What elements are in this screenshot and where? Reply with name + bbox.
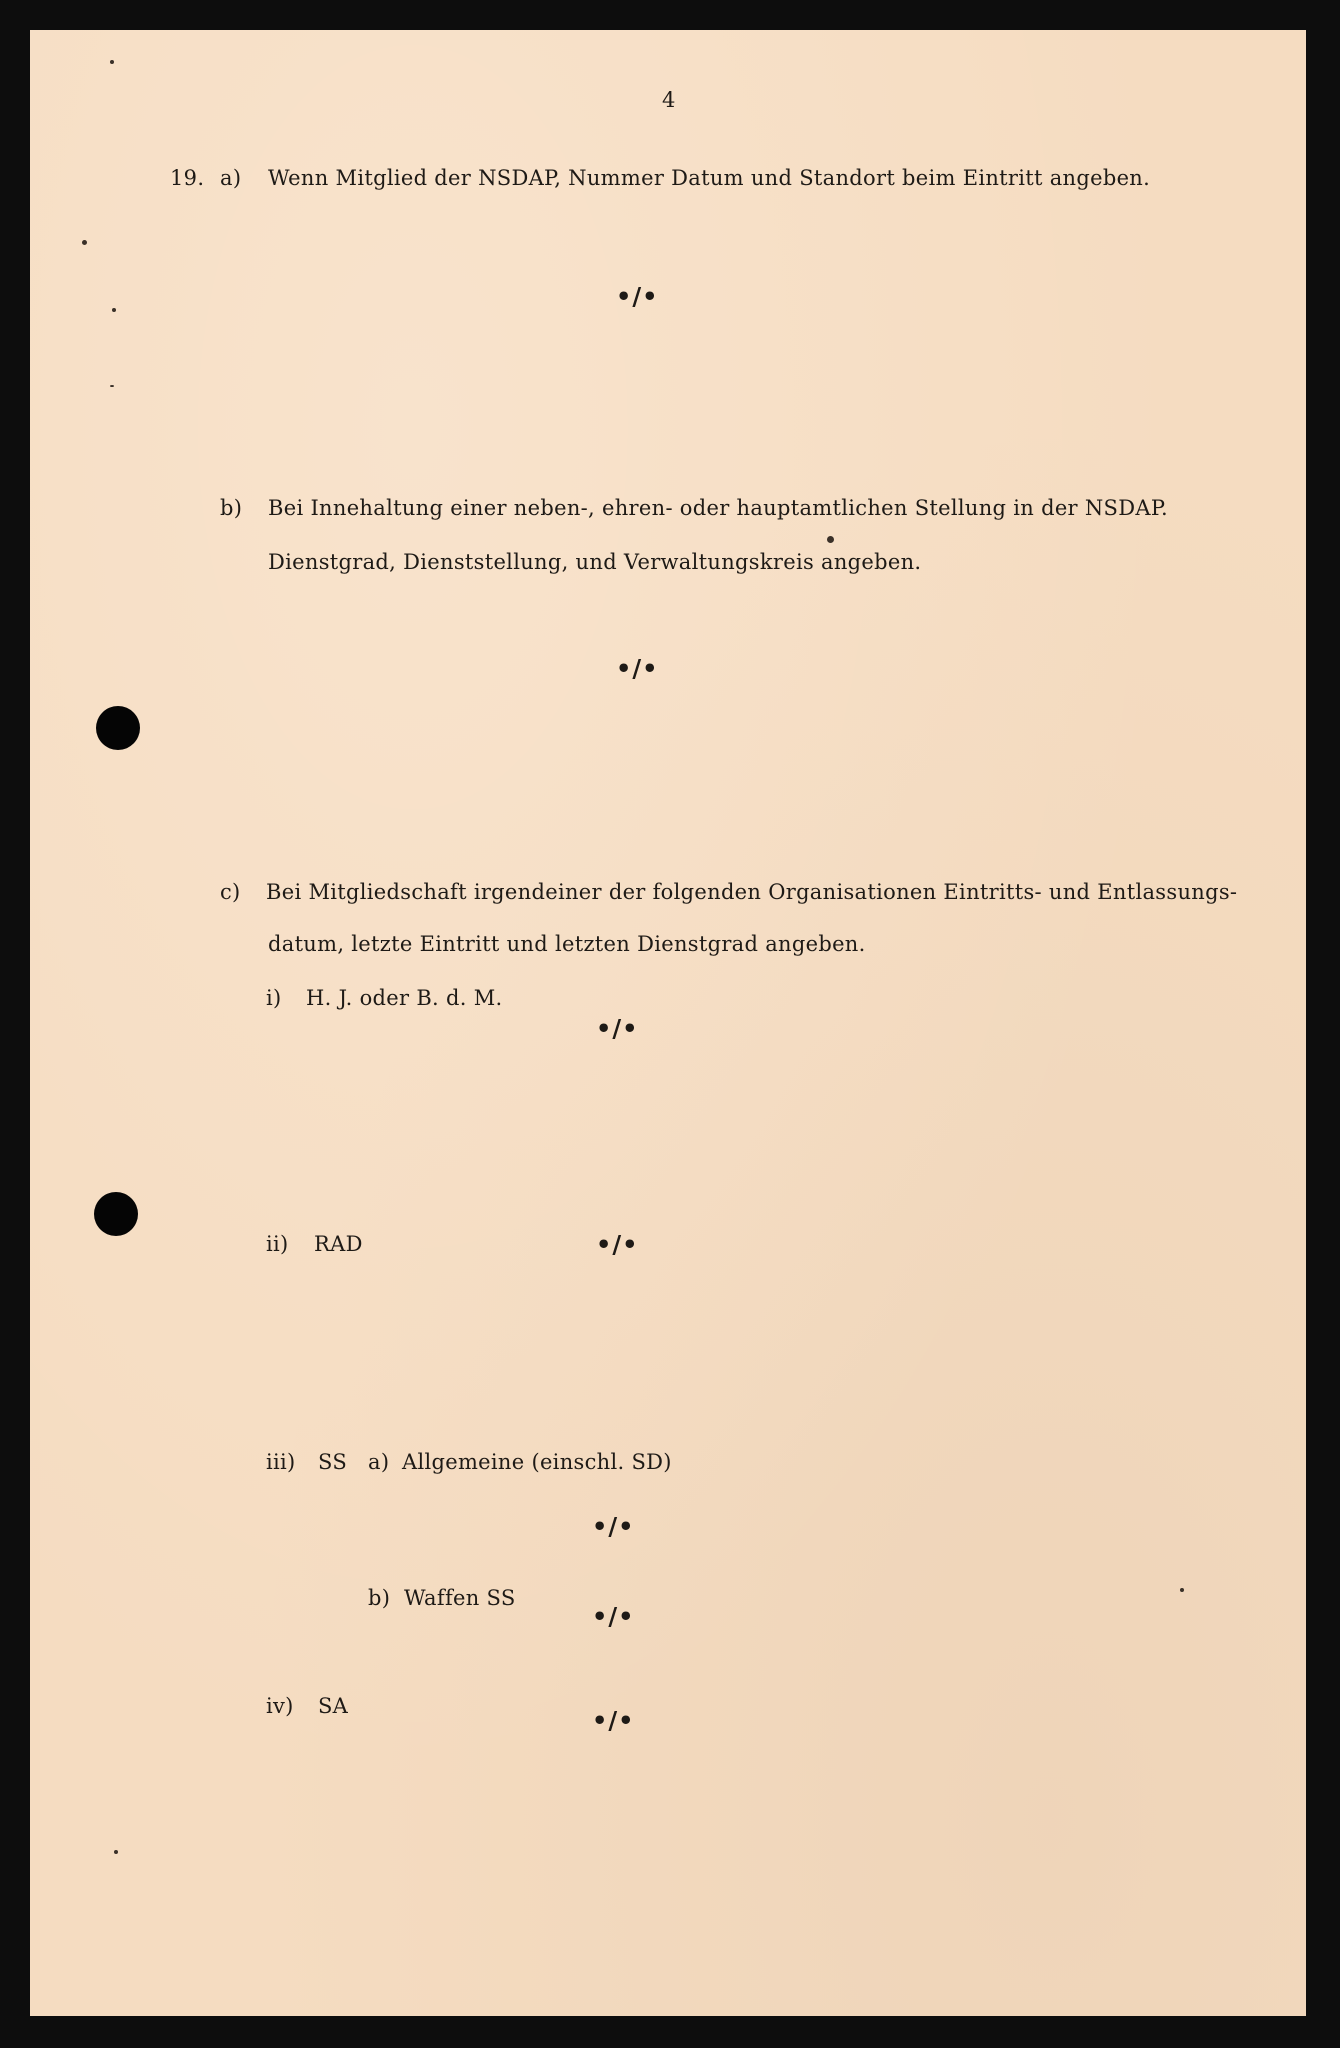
section-b-line2: Dienstgrad, Dienststellung, und Verwaltungskreis angeben. <box>268 550 922 574</box>
item-i-answer-mark: •/• <box>596 1014 639 1043</box>
item-number: 19. <box>170 166 205 190</box>
item-i-text: H. J. oder B. d. M. <box>306 986 503 1010</box>
item-ii-text: RAD <box>314 1232 363 1256</box>
item-iii-sub-a-text: Allgemeine (einschl. SD) <box>402 1450 672 1474</box>
item-iii-sub-a-label: a) <box>368 1450 390 1474</box>
paper-speck <box>110 385 114 387</box>
item-iii-sub-a-answer-mark: •/• <box>592 1512 635 1541</box>
section-a-answer-mark: •/• <box>616 282 659 311</box>
item-iii-sub-b-label: b) <box>368 1586 391 1610</box>
item-iii-sub-b-answer-mark: •/• <box>592 1602 635 1631</box>
section-b-label: b) <box>220 496 243 520</box>
item-ii-label: ii) <box>266 1232 289 1256</box>
page-number: 4 <box>662 88 676 112</box>
item-iii-label: iii) <box>266 1450 296 1474</box>
section-c-label: c) <box>220 880 241 904</box>
item-ii-answer-mark: •/• <box>596 1230 639 1259</box>
item-iii-text: SS <box>318 1450 348 1474</box>
item-iv-label: iv) <box>266 1694 294 1718</box>
item-iv-text: SA <box>318 1694 349 1718</box>
item-i-label: i) <box>266 986 282 1010</box>
section-b-line1: Bei Innehaltung einer neben-, ehren- oder hauptamtlichen Stellung in der NSDAP. <box>268 496 1168 520</box>
section-a-label: a) <box>220 166 242 190</box>
section-b-answer-mark: •/• <box>616 654 659 683</box>
paper-speck <box>827 536 834 543</box>
item-iv-answer-mark: •/• <box>592 1706 635 1735</box>
punch-hole-lower <box>94 1192 138 1236</box>
paper-speck <box>82 240 87 245</box>
paper-speck <box>114 1850 118 1854</box>
section-c-line2: datum, letzte Eintritt und letzten Dienstgrad angeben. <box>268 932 866 956</box>
punch-hole-upper <box>96 706 140 750</box>
section-a-text: Wenn Mitglied der NSDAP, Nummer Datum und Standort beim Eintritt angeben. <box>268 166 1151 190</box>
paper-speck <box>1180 1588 1184 1592</box>
document-page <box>30 30 1306 2016</box>
paper-speck <box>112 308 116 312</box>
paper-speck <box>110 60 114 64</box>
section-c-line1: Bei Mitgliedschaft irgendeiner der folgenden Organisationen Eintritts- und Entlassungs- <box>266 880 1238 904</box>
item-iii-sub-b-text: Waffen SS <box>404 1586 516 1610</box>
